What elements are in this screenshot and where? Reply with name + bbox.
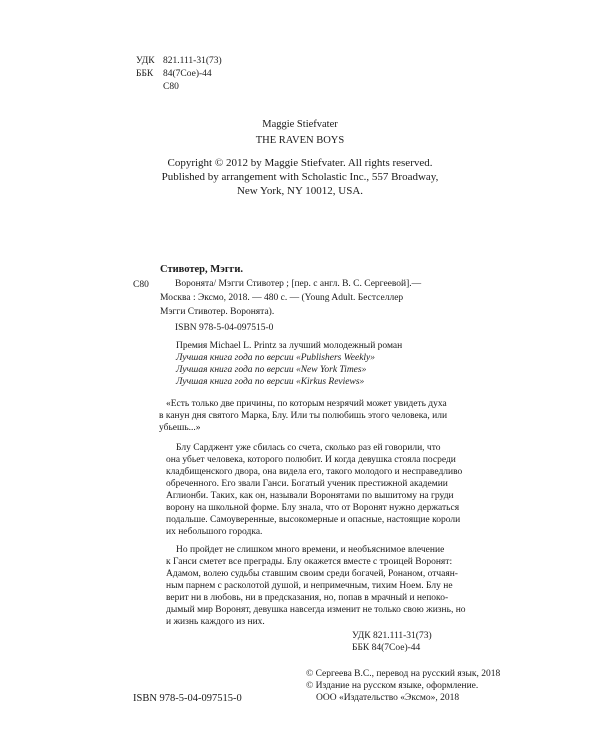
annotation-p1-line-6: ворону на школьной форме. Блу знала, что от Воронят нужно держаться xyxy=(166,503,460,513)
annotation-p1-line-1: Блу Сарджент уже сбилась со счета, сколько раз ей говорили, что xyxy=(176,443,441,453)
udk-value: 821.111-31(73) xyxy=(163,56,222,66)
annotation-p2-line-6: дымый мир Воронят, девушка навсегда изменит не только свою жизнь, но xyxy=(166,605,466,615)
annotation-p1-line-7: подальше. Самоуверенные, высокомерные и опасные, настоящие короли xyxy=(166,515,461,525)
copyright-line-1: Copyright © 2012 by Maggie Stiefvater. All rights reserved. xyxy=(167,157,433,169)
annotation-p1-line-2: она убьет человека, которого полюбит. И когда девушка стояла посреди xyxy=(166,455,456,465)
footer-bbk: ББК 84(7Сое)-44 xyxy=(352,643,421,653)
catalog-author-heading: Стивотер, Мэгги. xyxy=(160,264,244,275)
award-1: Премия Michael L. Printz за лучший молодежный роман xyxy=(176,341,403,351)
annotation-p2-line-7: и жизнь каждого из них. xyxy=(166,617,265,627)
catalog-desc-2: Москва : Эксмо, 2018. — 480 с. — (Young Adult. Бестселлер xyxy=(160,293,404,303)
original-author: Maggie Stiefvater xyxy=(262,119,338,130)
catalog-isbn: ISBN 978-5-04-097515-0 xyxy=(175,323,274,333)
annotation-p2-line-3: Адамом, волею судьбы ставшим своим среди богачей, Ронаном, отчаян- xyxy=(166,569,458,579)
bbk-value: 84(7Сое)-44 xyxy=(163,69,212,79)
epigraph-line-2: в канун дня святого Марка, Блу. Или ты полюбишь этого человека, или xyxy=(159,411,448,421)
footer-udk: УДК 821.111-31(73) xyxy=(352,631,432,641)
udk-label: УДК xyxy=(136,56,155,66)
annotation-p2-line-1: Но пройдет не слишком много времени, и необъяснимое влечение xyxy=(176,545,445,555)
epigraph-line-3: убьешь...» xyxy=(159,423,201,433)
epigraph-line-1: «Есть только две причины, по которым незрячий может увидеть духа xyxy=(166,399,447,409)
original-title: THE RAVEN BOYS xyxy=(255,135,345,146)
award-3: Лучшая книга года по версии «New York Times» xyxy=(176,365,367,375)
catalog-mark: С80 xyxy=(133,280,149,290)
copyright-line-3: New York, NY 10012, USA. xyxy=(236,185,364,197)
annotation-p2-line-5: верит ни в любовь, ни в предсказания, но, попав в мрачный и непоко- xyxy=(166,593,449,603)
annotation-p1-line-4: обреченного. Его звали Ганси. Богатый ученик престижной академии xyxy=(166,479,448,489)
award-4: Лучшая книга года по версии «Kirkus Reviews» xyxy=(176,377,365,387)
annotation-p1-line-8: их небольшого городка. xyxy=(166,527,263,537)
rights-line-1: © Сергеева В.С., перевод на русский язык, 2018 xyxy=(306,669,501,679)
rights-line-3: ООО «Издательство «Эксмо», 2018 xyxy=(316,693,460,703)
catalog-desc-3: Мэгги Стивотер. Воронята). xyxy=(160,307,275,317)
bottom-isbn: ISBN 978-5-04-097515-0 xyxy=(133,693,242,704)
annotation-p2-line-2: к Ганси сметет все преграды. Блу окажется вместе с троицей Воронят: xyxy=(166,557,453,567)
award-2: Лучшая книга года по версии «Publishers Weekly» xyxy=(176,353,376,363)
author-mark: С80 xyxy=(163,82,179,92)
annotation-p1-line-3: кладбищенского двора, она видела его, такого молодого и несправедливо xyxy=(166,467,463,477)
annotation-p2-line-4: ным парнем с расколотой душой, и непримечным, тихим Ноем. Блу не xyxy=(166,581,453,591)
rights-line-2: © Издание на русском языке, оформление. xyxy=(306,681,479,691)
catalog-desc-1: Воронята/ Мэгги Стивотер ; [пер. с англ. В. С. Сергеевой].— xyxy=(175,279,422,289)
copyright-line-2: Published by arrangement with Scholastic Inc., 557 Broadway, xyxy=(161,171,439,183)
bbk-label: ББК xyxy=(136,69,154,79)
annotation-p1-line-5: Аглионби. Таких, как он, называли Воронятами по вышитому на груди xyxy=(166,491,454,501)
